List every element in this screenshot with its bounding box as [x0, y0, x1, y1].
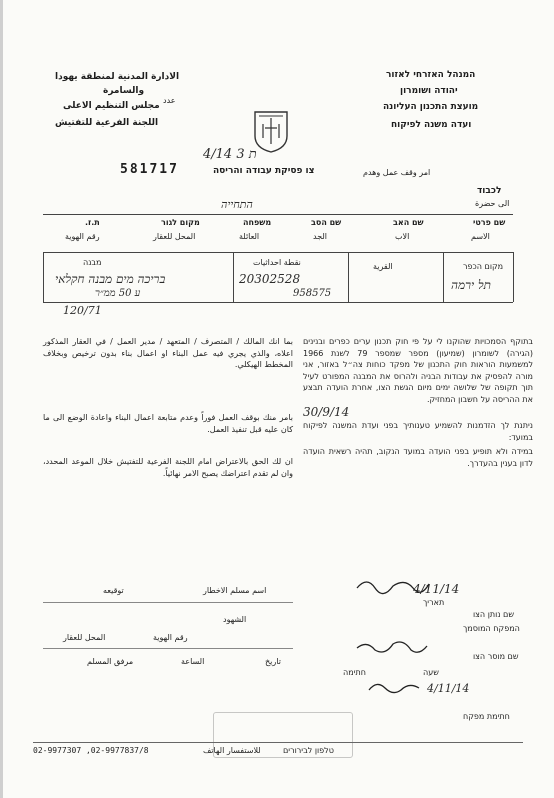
handwritten-village: תל ירמה — [451, 278, 491, 292]
table-right-border — [513, 252, 514, 302]
table-divider-1 — [233, 252, 234, 302]
table-header-father: שם האב — [393, 218, 424, 227]
table-divider-3 — [443, 252, 444, 302]
label-deliverer: שם מוסר הצו — [473, 652, 519, 661]
order-title-arabic: امر وقف عمل وهدم — [363, 168, 431, 177]
table-header-grandfather-ar: الجد — [313, 232, 328, 241]
label-inspector-role: המפקח המוסמך — [463, 624, 520, 633]
signature-scribble-2-icon — [355, 636, 431, 658]
handwritten-coords: 20302528 — [239, 272, 301, 286]
arabic-body-paragraph-2: بامر منك بوقف العمل فوراً وعدم متابعة اعمال البناء واعادة الوضع الى ما كان عليه قبل تنفيذ العمل. — [43, 413, 293, 434]
addressee-arabic: الى حضرة — [475, 199, 510, 208]
field-property-place: المحل للعقار — [63, 633, 106, 642]
field-recipient-name: اسم مسلم الاخطار — [203, 586, 267, 595]
field-rule-2 — [43, 648, 293, 649]
table-header-residence: מקום לגור — [161, 218, 200, 227]
number-mark-label: عدد — [163, 96, 176, 105]
village-label: القرية — [373, 262, 393, 271]
addressee-hebrew: לכבוד — [477, 186, 502, 196]
hebrew-body-paragraph-2: ניתנת לך הזדמנות להשמיע טענותיך בפני ועדת המשנה לפיקוח במועד: — [303, 421, 533, 442]
state-emblem-icon — [251, 108, 291, 154]
table-header-family-ar: العائلة — [239, 232, 260, 241]
handwritten-parcel: 120/71 — [63, 304, 102, 317]
table-header-id: ת.ז. — [85, 218, 100, 227]
header-hebrew-line-4: ועדה משנה לפיקוח — [391, 120, 472, 130]
footer-label-arabic: للاستفسار الهاتف — [203, 746, 261, 755]
order-title-hebrew: צו פסיקת עבודה והריסה — [213, 166, 315, 176]
hebrew-body-paragraph-1: בתוקף הסמכויות שהוקנו לי על פי חוק תכנון ערים כפרים ובנינים (הגירה) לשומרון (שמיעון) מספר שמספר 79 לשנת 1966 למשמעות הוראות חוק התכנון של מפקד כוחות צה״ל באזור, אני מורה להפסיק את עבודות הבניה ולהרוס את המבנה המפורט לעיל תוך תקופה של שלושה ימים מיום הגשת הצו, אחרת הועדה תבצע את ההריסה על חשבון המחזיק. — [303, 337, 534, 404]
field-time: الساعة — [181, 657, 205, 666]
arabic-body-paragraph-1: بما انك المالك / المتصرف / المتعهد / مدير العمل / في العقار المذكور اعلاه، والذي يجري فيه عمل البناء او اعمال بناء بدون ترخيص وبخلاف المخطط الهيكلي. — [43, 337, 293, 370]
table-header-id-ar: رقم الهوية — [65, 232, 100, 241]
header-arabic-line-2: والسامرة — [103, 86, 145, 96]
footer-rule — [33, 742, 523, 743]
handwritten-coords-2: 958575 — [293, 288, 332, 299]
table-left-border — [43, 252, 44, 302]
building-label: מבנה — [83, 258, 102, 267]
header-arabic-line-1: الادارة المدنية لمنطقة يهودا — [55, 72, 180, 82]
table-divider-2 — [348, 252, 349, 302]
table-header-firstname: שם פרטי — [473, 218, 506, 227]
label-signature: חתימה — [343, 668, 366, 677]
field-id-number: رقم الهوية — [153, 633, 188, 642]
handwritten-issue-date: 4/11/14 — [413, 582, 460, 596]
handwritten-delivery-date: 4/11/14 — [427, 682, 470, 695]
location-label: מקום הכפר — [463, 262, 504, 271]
hebrew-body-paragraph-3: במידה ולא תופיע בפני הועדה במועד הנקוב, תהיה רשאית הועדה לדון בענין בהעדרך. — [303, 447, 533, 468]
field-rule-1 — [43, 602, 293, 603]
header-hebrew-line-1: המנהל האזרחי לאזור — [386, 70, 476, 80]
signature-scribble-3-icon — [367, 676, 423, 698]
handwritten-header-name: התחייה — [221, 198, 253, 211]
header-arabic-line-4: اللجنة الفرعية للتفتيش — [55, 118, 159, 128]
label-issuer: שם נותן הצו — [473, 610, 515, 619]
document-number: 581717 — [120, 162, 179, 177]
label-date: תאריך — [423, 598, 445, 607]
label-inspector-signature: חתימת מפקח — [463, 712, 510, 721]
field-date: تاريخ — [265, 657, 281, 666]
header-hebrew-line-2: יהודה ושומרון — [400, 86, 458, 96]
table-header-father-ar: الاب — [395, 232, 410, 241]
arabic-body-paragraph-3: ان لك الحق بالاعتراض امام اللجنة الفرعية للتفتيش خلال الموعد المحدد، وان لم تقدم اعتراضك يصبح الامر نهائياً. — [43, 457, 293, 478]
label-time: שעה — [423, 668, 439, 677]
table-header-firstname-ar: الاسم — [471, 232, 490, 241]
header-hebrew-line-3: מועצת התכנון העליונה — [383, 102, 479, 112]
field-witnesses: الشهود — [223, 615, 247, 624]
handwritten-hearing-date: 30/9/14 — [303, 405, 350, 419]
handwritten-area: בריכה מים מבנה חקלאי — [55, 272, 166, 286]
field-recipient-signature: توقيعه — [103, 586, 124, 595]
signature-scribble-1-icon — [353, 574, 433, 596]
table-top-rule — [43, 214, 513, 215]
footer-label-hebrew: טלפון לבירורים — [283, 746, 334, 755]
field-delivery-attachment: مرفق المسلم — [87, 657, 134, 666]
table-header-grandfather: שם הסב — [311, 218, 342, 227]
header-arabic-line-3: مجلس التنظيم الاعلى — [63, 101, 160, 111]
handwritten-size: ע 50 ממ״ר — [95, 288, 141, 299]
table-header-family: משפחה — [243, 218, 272, 227]
table-header-residence-ar: المحل للعقار — [153, 232, 196, 241]
table-bottom-rule — [43, 302, 513, 303]
handwritten-top-date: 4/14 ת 3 — [203, 147, 257, 162]
coords-label: نقطة احداثيات — [253, 258, 301, 267]
footer-phones: 02-9977307 ,02-9977837/8 — [33, 746, 149, 755]
